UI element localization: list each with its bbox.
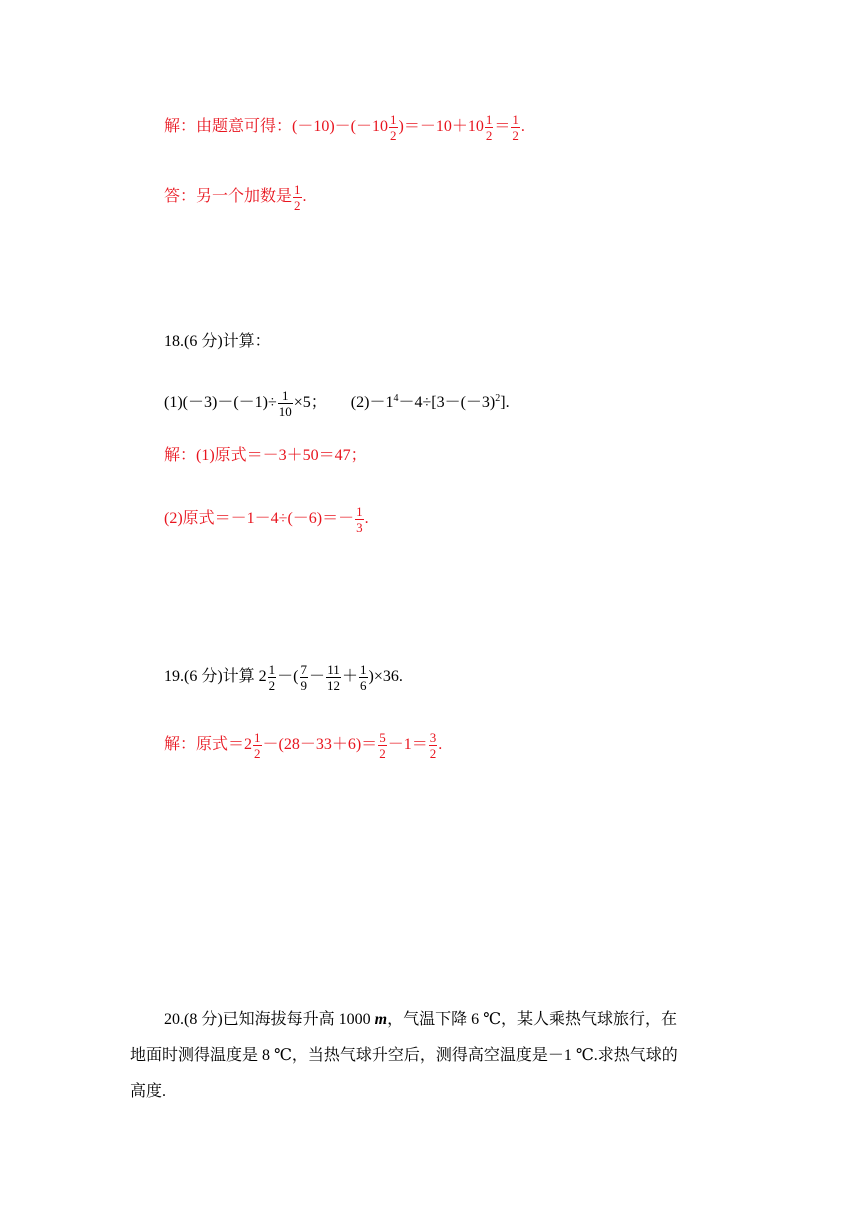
q20-line-2: 地面时测得温度是 8 ℃，当热气球升空后，测得高空温度是－1 ℃.求热气球的 — [130, 1047, 678, 1064]
q18-solution-2: (2)原式＝－1－4÷(－6)＝－ $\frac{1}{3}$ . — [164, 504, 369, 535]
fraction: $\frac{1}{6}$ — [360, 662, 367, 693]
fraction-one-half: $\frac{1}{2}$ — [485, 112, 493, 143]
fraction-one-half: $\frac{1}{2}$ — [512, 112, 519, 143]
fraction-one-half: $\frac{1}{2}$ — [294, 182, 301, 213]
q18-solution-1: 解：(1)原式＝－3＋50＝47； — [164, 447, 367, 464]
fraction: $\frac{1}{3}$ — [356, 504, 363, 535]
fraction: $\frac{1}{2}$ — [268, 662, 276, 693]
q18-problems: (1)(－3)－(－1)÷ $\frac{1}{10}$ ×5； $(2)-1^4-4\div[3-(-3)^2]$. — [164, 388, 510, 419]
q18-title: 18.(6 分)计算： — [164, 333, 271, 350]
q17-solution: 解：由题意可得：(－10)－(－10 $\frac{1}{2}$ )＝－10＋10 $\frac{1}{2}$ ＝ $\frac{1}{2}$ . — [164, 112, 525, 143]
fraction: $\frac{1}{2}$ — [254, 730, 261, 761]
q19-solution: 解：原式＝2 $\frac{1}{2}$ －(28－33＋6)＝ $\frac{5}{2}$ －1＝ $\frac{3}{2}$ . — [164, 730, 443, 761]
q17-answer: 答：另一个加数是 $\frac{1}{2}$ . — [164, 182, 307, 213]
fraction: $\frac{7}{9}$ — [300, 662, 308, 693]
fraction: $\frac{5}{2}$ — [379, 730, 386, 761]
q20-line-3: 高度. — [130, 1083, 167, 1100]
q19-title: 19.(6 分)计算 2 $\frac{1}{2}$ －( $\frac{7}{9}$ － $\frac{11}{12}$ ＋ $\frac{1}{6}$ )×36. — [164, 662, 403, 693]
fraction-one-half: $\frac{1}{2}$ — [390, 112, 397, 143]
fraction: $\frac{1}{10}$ — [278, 388, 292, 419]
fraction: $\frac{11}{12}$ — [327, 662, 341, 693]
fraction: $\frac{3}{2}$ — [429, 730, 437, 761]
q20-line-1: 20.(8 分)已知海拔每升高 1000 m，气温下降 6 ℃，某人乘热气球旅行，在 — [164, 1011, 678, 1028]
